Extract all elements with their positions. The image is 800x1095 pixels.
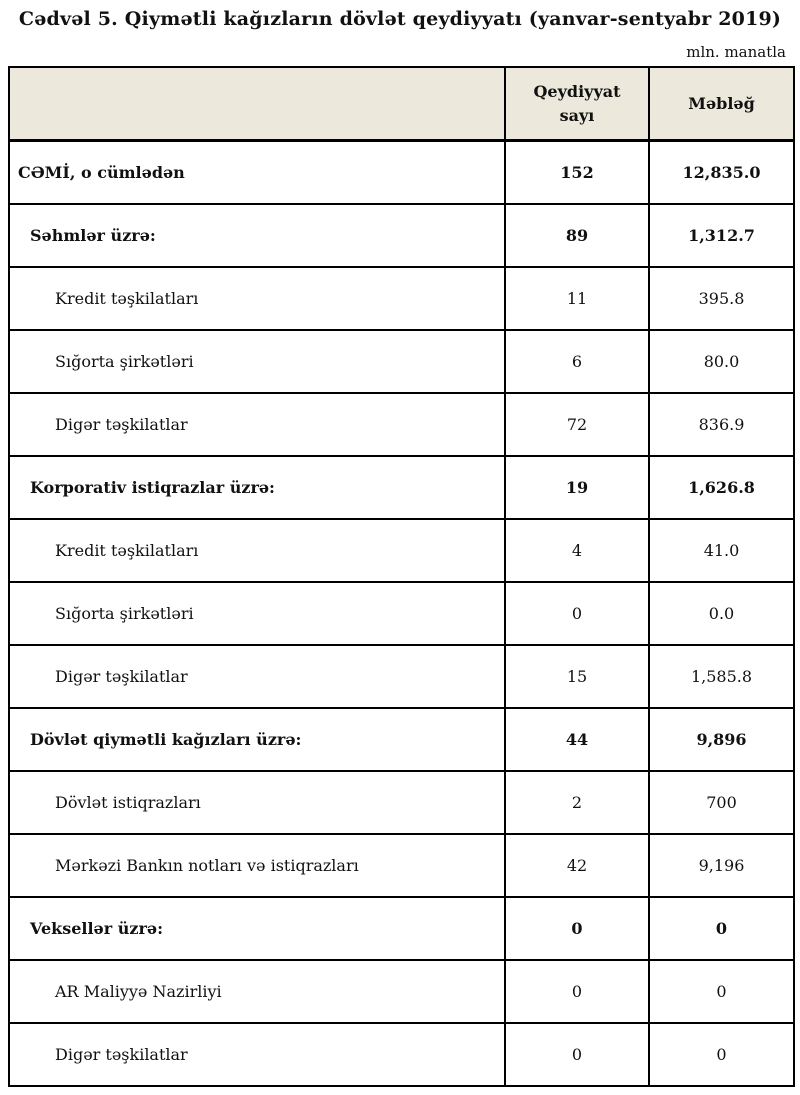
header-row — [9, 67, 794, 141]
row-label: Sığorta şirkətləri — [9, 582, 505, 645]
row-amount: 9,896 — [649, 708, 794, 771]
row-registration-count: 4 — [505, 519, 649, 582]
row-registration-count: 2 — [505, 771, 649, 834]
row-label: Veksellər üzrə: — [9, 897, 505, 960]
row-label: Dövlət qiymətli kağızları üzrə: — [9, 708, 505, 771]
row-amount: 0 — [649, 897, 794, 960]
table-row — [9, 1023, 794, 1086]
row-registration-count: 0 — [505, 1023, 649, 1086]
row-registration-count: 42 — [505, 834, 649, 897]
header-amount-cell — [649, 67, 794, 141]
table-row — [9, 330, 794, 393]
row-label: Digər təşkilatlar — [9, 393, 505, 456]
row-label: Kredit təşkilatları — [9, 519, 505, 582]
row-amount: 80.0 — [649, 330, 794, 393]
table-row — [9, 834, 794, 897]
table-row — [9, 393, 794, 456]
row-amount: 700 — [649, 771, 794, 834]
row-amount: 836.9 — [649, 393, 794, 456]
row-registration-count: 0 — [505, 960, 649, 1023]
row-registration-count: 152 — [505, 141, 649, 205]
table-row — [9, 708, 794, 771]
row-amount: 41.0 — [649, 519, 794, 582]
table-row — [9, 582, 794, 645]
header-amount-label: Məbləğ — [688, 93, 755, 113]
header-registration-count-label: Qeydiyyat sayı — [533, 81, 621, 125]
table-row — [9, 645, 794, 708]
row-amount: 9,196 — [649, 834, 794, 897]
table-row — [9, 204, 794, 267]
row-registration-count: 11 — [505, 267, 649, 330]
row-amount: 1,585.8 — [649, 645, 794, 708]
table-row — [9, 897, 794, 960]
row-label: Dövlət istiqrazları — [9, 771, 505, 834]
row-registration-count: 0 — [505, 582, 649, 645]
row-label: Sığorta şirkətləri — [9, 330, 505, 393]
row-registration-count: 15 — [505, 645, 649, 708]
table-row — [9, 960, 794, 1023]
table-body — [9, 141, 794, 1087]
table-row — [9, 267, 794, 330]
securities-registration-table — [8, 66, 795, 1087]
row-amount: 0 — [649, 960, 794, 1023]
row-registration-count: 19 — [505, 456, 649, 519]
row-registration-count: 89 — [505, 204, 649, 267]
row-label: CƏMİ, o cümlədən — [9, 141, 505, 205]
table-row — [9, 771, 794, 834]
page-title: Cədvəl 5. Qiymətli kağızların dövlət qeydiyyatı (yanvar-sentyabr 2019) — [18, 8, 782, 30]
row-label: Səhmlər üzrə: — [9, 204, 505, 267]
table-row — [9, 141, 794, 205]
row-amount: 12,835.0 — [649, 141, 794, 205]
unit-note: mln. manatla — [686, 43, 786, 61]
row-label: Digər təşkilatlar — [9, 645, 505, 708]
header-indicator-cell — [9, 67, 505, 141]
row-amount: 0 — [649, 1023, 794, 1086]
row-amount: 395.8 — [649, 267, 794, 330]
row-label: Kredit təşkilatları — [9, 267, 505, 330]
row-amount: 1,312.7 — [649, 204, 794, 267]
row-registration-count: 0 — [505, 897, 649, 960]
table-row — [9, 519, 794, 582]
row-registration-count: 44 — [505, 708, 649, 771]
table-row — [9, 456, 794, 519]
row-amount: 0.0 — [649, 582, 794, 645]
row-label: AR Maliyyə Nazirliyi — [9, 960, 505, 1023]
row-label: Mərkəzi Bankın notları və istiqrazları — [9, 834, 505, 897]
header-registration-count-cell — [505, 67, 649, 141]
row-registration-count: 6 — [505, 330, 649, 393]
row-registration-count: 72 — [505, 393, 649, 456]
row-amount: 1,626.8 — [649, 456, 794, 519]
row-label: Digər təşkilatlar — [9, 1023, 505, 1086]
table-header — [9, 67, 794, 141]
row-label: Korporativ istiqrazlar üzrə: — [9, 456, 505, 519]
